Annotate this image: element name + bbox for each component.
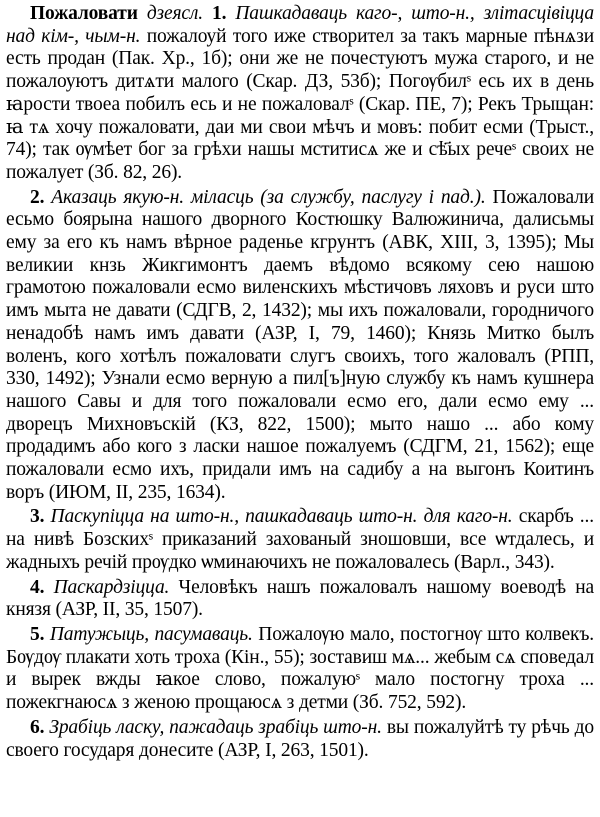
sense-text: вы пожалуйтѣ ту рѣчь до своего государя донесите (АЗР, I, 263, 1501). — [6, 716, 594, 761]
sense-number: 5. — [30, 623, 45, 645]
sense-gloss: Паскардзіцца. — [53, 576, 170, 598]
sense-text: Пожалѹю мало, постогнѹ што колвекъ. Бѹдѹ плакати хоть троха (Кін., 55); зоставиш мѧ... жебым сѧ споведал и вырек вжды ꙗкое слово, пожалуюˢ мало постогну троха ... пожекгнаюсѧ з женою прощаюсѧ з детми (Зб. 752, 592). — [6, 623, 594, 714]
dictionary-entry — [6, 3, 594, 764]
entry-sense-6 — [6, 717, 594, 762]
entry-sense-4 — [6, 577, 594, 622]
sense-number: 4. — [30, 576, 45, 598]
sense-text: пожалоуй того иже створител за такъ марные пѣнѧзи есть продан (Пак. Хр., 1б); они же не почестуютъ мужа старого, и не пожалоуютъ дитѧти малого (Скар. ДЗ, 53б); Погѹбилˢ есь их в день ꙗрости твоеа побилъ есь и не пожаловалˢ (Скар. ПЕ, 7); Рекъ Трыщан: ꙗ тѧ хочу пожаловати, даи ми свои мѣчъ и мовъ: побит есми (Трыст., 74); так ѹмѣет бог за грѣхи нашы мститисѧ же и сѣ҃ых речеˢ своих не пожалует (Зб. 82, 26). — [6, 25, 594, 183]
sense-number: 3. — [30, 506, 45, 528]
sense-gloss: Зрабіць ласку, пажадаць зрабіць што-н. — [49, 716, 382, 738]
sense-gloss: Патужыць, пасумаваць. — [49, 623, 253, 645]
sense-number: 6. — [30, 716, 45, 738]
sense-number: 2. — [30, 186, 45, 208]
entry-sense-3 — [6, 506, 594, 574]
sense-gloss: Паскупіцца на што-н., пашкадаваць што-н. для каго-н. — [50, 506, 513, 528]
sense-gloss: Аказаць якую-н. міласць (за службу, паслугу і пад.). — [51, 186, 486, 208]
sense-gloss: Пашкадаваць каго-, што-н., злітасцівіцца над кім-, чым-н. — [6, 3, 594, 47]
entry-sense-1 — [6, 3, 594, 185]
entry-sense-5 — [6, 624, 594, 715]
entry-sense-2 — [6, 187, 594, 505]
sense-text: Человѣкъ нашъ пожаловалъ нашому воеводѣ на князя (АЗР, II, 35, 1507). — [6, 576, 594, 621]
sense-text: Пожаловали есьмо боярына нашого дворного Костюшку Валюжинича, далисьмы ему за его къ намъ вѣрное раденье кгрунтъ (АВК, XIII, 3, 1395); Мы великии кнзь Жикгимонтъ даемъ вѣдомо всякому сею нашою грамотою пожаловали есмо виленскихъ мѣстичовъ ляховъ и руси што имъ мыта не давати (СДГВ, 2, 1432); мы ихъ пожаловали, городничого ненадобѣ намъ имъ давати (АЗР, I, 79, 1460); Князь Митко былъ воленъ, кого хотѣлъ пожаловати слугъ своихъ, того жаловалъ (РПП, 330, 1492); Узнали есмо верную а пил[ъ]ную службу къ намъ кушнера нашого Савы и для того пожаловали есмо его, дали есмо ему ... дворецъ Михновъскій (КЗ, 822, 1500); мыто нашо ... або кому продадимъ або кого з ласки нашое пожалуемъ (СДГМ, 21, 1562); еще пожаловали есмо ихъ, придали имъ на садибу а на выгонъ Коитинъ воръ (ИЮМ, II, 235, 1634). — [6, 186, 595, 503]
headword: Пожаловати — [30, 3, 138, 24]
grammar-label: дзеясл. — [146, 3, 203, 24]
sense-text: скарбъ ... на нивѣ Бозскихˢ приказаний захованый зношовши, все ѡтдалесь, и жадныхъ речій прѹдко ѡминаючихъ не пожаловалесь (Варл., 343). — [6, 506, 594, 573]
sense-number: 1. — [212, 3, 227, 24]
